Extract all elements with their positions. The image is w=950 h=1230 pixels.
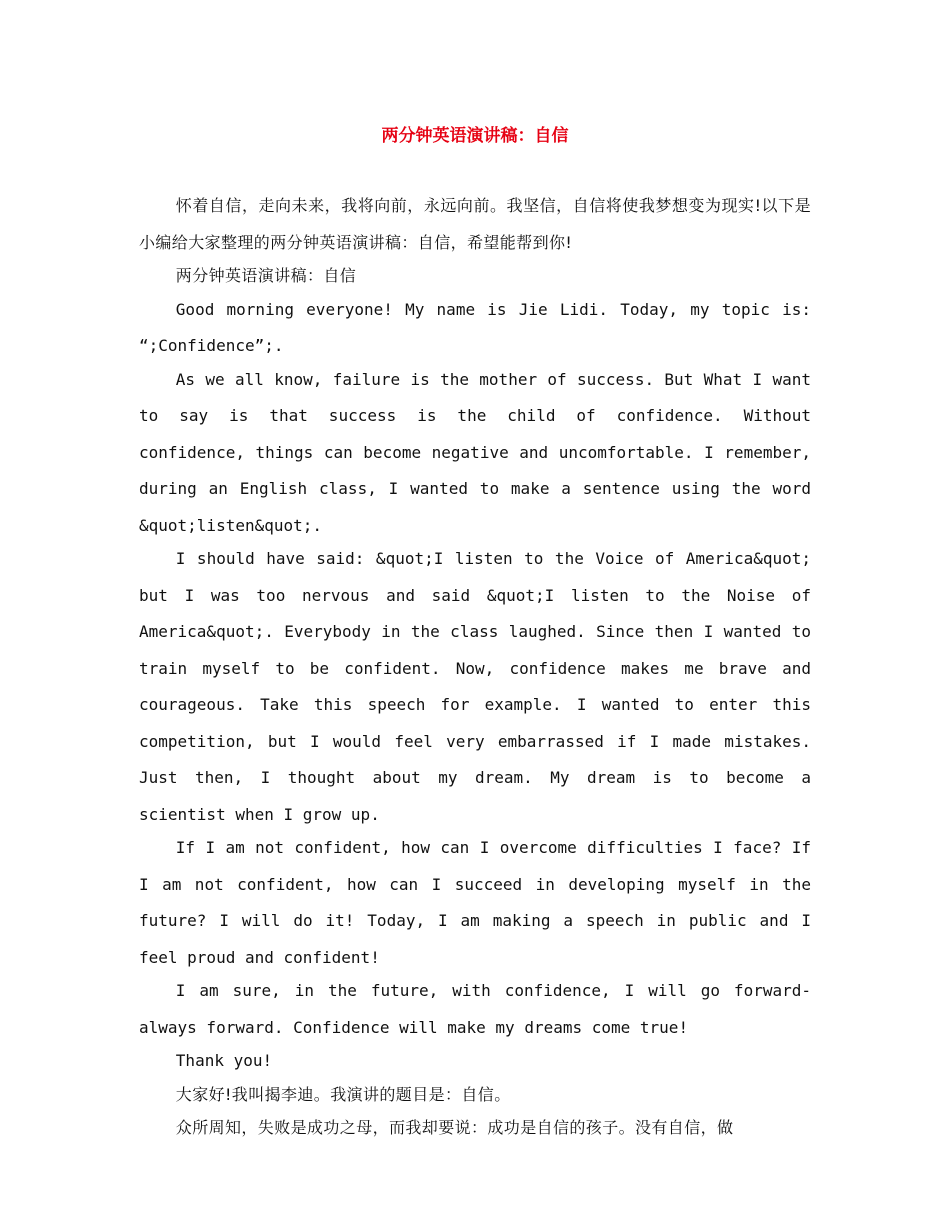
paragraph-greeting: Good morning everyone! My name is Jie Lidi. Today, my topic is: “;Confidence”;. (139, 299, 811, 355)
document-title: 两分钟英语演讲稿：自信 (381, 126, 569, 146)
paragraph-thanks: Thank you! (175, 1051, 273, 1070)
paragraph-intro: 怀着自信，走向未来，我将向前，永远向前。我坚信，自信将使我梦想变为现实!以下是小编给大家整理的两分钟英语演讲稿：自信，希望能帮到你! (139, 196, 811, 252)
paragraph-cn-failure: 众所周知，失败是成功之母，而我却要说：成功是自信的孩子。没有自信，做 (175, 1118, 734, 1137)
paragraph-voice-of-america: I should have said: &quot;I listen to the Voice of America&quot; but I was too nervous and said &quot;I listen to the Noise of America&quot;. Everybody in the class laughed. Since then I wanted to train myself to be confident. Now, confidence makes me brave and courageous. Take this speech for example. I wanted to enter this competition, but I would feel very embarrassed if I made mistakes. Just then, I thought about my dream. My dream is to become a scientist when I grow up. (139, 549, 811, 824)
paragraph-subtitle: 两分钟英语演讲稿：自信 (175, 266, 357, 285)
paragraph-not-confident: If I am not confident, how can I overcome difficulties I face? If I am not confident, how can I succeed in developing myself in the future? I will do it! Today, I am making a speech in public and I feel proud and confident! (139, 838, 811, 967)
paragraph-failure-success: As we all know, failure is the mother of success. But What I want to say is that success is the child of confidence. Without confidence, things can become negative and uncomfortable. I remember, during an English class, I wanted to make a sentence using the word &quot;listen&quot;. (139, 369, 811, 535)
document-body (139, 188, 811, 1144)
paragraph-cn-greeting: 大家好!我叫揭李迪。我演讲的题目是：自信。 (175, 1084, 511, 1104)
paragraph-future: I am sure, in the future, with confidence, I will go forward-always forward. Confidence will make my dreams come true! (139, 981, 811, 1037)
